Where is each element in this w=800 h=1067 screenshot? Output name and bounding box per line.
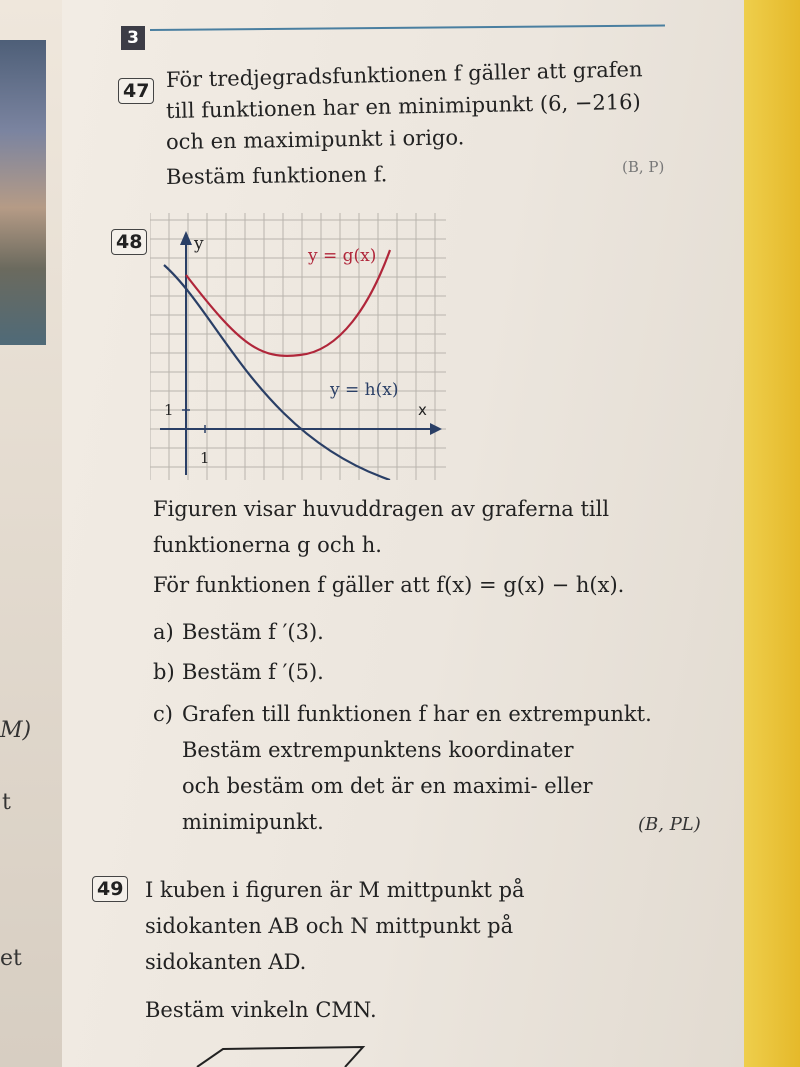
x-tick-label: 1	[200, 449, 210, 467]
line-h-label: y = h(x)	[330, 380, 399, 400]
y-axis-arrow-icon	[180, 231, 192, 245]
left-page	[0, 0, 62, 1067]
x-axis-arrow-icon	[430, 423, 442, 435]
problem-task: Bestäm vinkeln CMN.	[145, 998, 377, 1022]
part-label: c)	[153, 702, 173, 726]
left-fragment: et	[0, 946, 22, 971]
part-text: Grafen till funktionen f har en extrempunkt.	[182, 702, 652, 726]
part-text: minimipunkt.	[182, 810, 324, 834]
cube-figure	[195, 1045, 370, 1067]
left-fragment: M)	[0, 718, 32, 743]
credit-tag: (B, PL)	[638, 814, 701, 835]
problem-text-line: och en maximipunkt i origo.	[165, 125, 465, 154]
problem-text-line: sidokanten AD.	[145, 950, 307, 974]
part-label: a)	[153, 620, 174, 644]
part-text: Bestäm extrempunktens koordinater	[182, 738, 574, 762]
problem-text-line: Figuren visar huvuddragen av graferna till	[153, 497, 610, 521]
problem-text-line: För tredjegradsfunktionen f gäller att grafen	[165, 57, 643, 92]
y-axis-label: y	[194, 234, 204, 254]
part-label: b)	[153, 660, 175, 684]
curve-g-label: y = g(x)	[308, 246, 377, 266]
city-photo	[0, 40, 46, 345]
y-tick-label: 1	[164, 401, 174, 419]
part-text: Bestäm f ′(5).	[182, 660, 324, 684]
x-axis-label: x	[418, 401, 427, 419]
problem-task: Bestäm funktionen f.	[165, 162, 388, 189]
problem-text-line: funktionerna g och h.	[153, 533, 382, 557]
credit-tag: (B, P)	[622, 158, 665, 176]
part-text: Bestäm f ′(3).	[182, 620, 324, 644]
problem-text-line: sidokanten AB och N mittpunkt på	[145, 914, 514, 938]
problem-text-line: till funktionen har en minimipunkt (6, −216)	[165, 89, 641, 123]
problem-text-line: I kuben i figuren är M mittpunkt på	[145, 878, 525, 902]
function-graph	[150, 205, 450, 480]
problem-number: 49	[92, 876, 128, 902]
problem-number: 48	[111, 229, 147, 255]
chapter-badge: 3	[121, 26, 145, 50]
part-text: och bestäm om det är en maximi- eller	[182, 774, 593, 798]
problem-number: 47	[118, 78, 154, 104]
problem-definition: För funktionen f gäller att f(x) = g(x) − h(x).	[153, 573, 625, 597]
left-fragment: t	[2, 790, 11, 815]
